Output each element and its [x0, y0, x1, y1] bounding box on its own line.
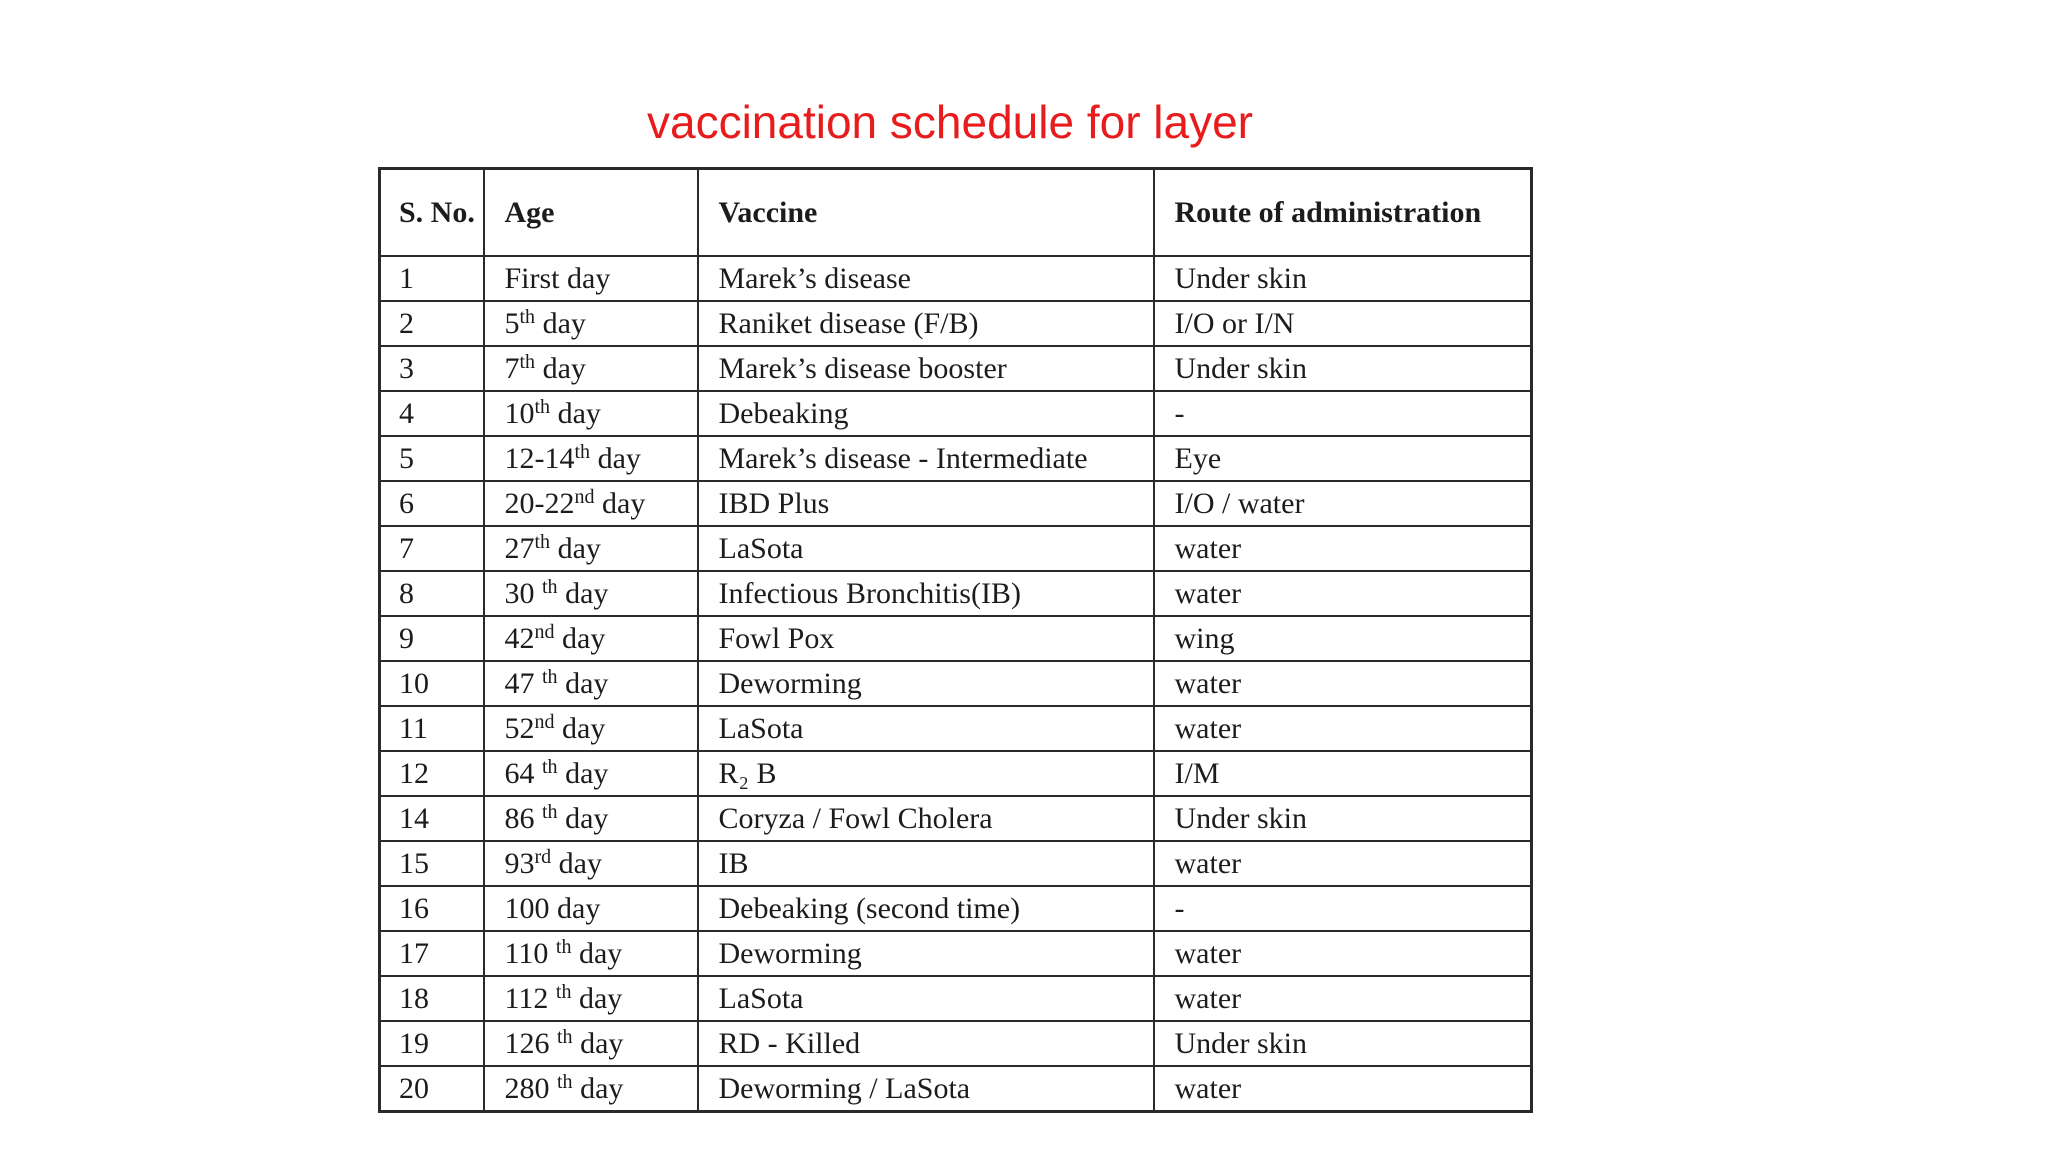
- page-title: vaccination schedule for layer: [647, 96, 1253, 148]
- cell-age: [484, 706, 698, 751]
- age-value: 7: [504, 351, 520, 385]
- cell-age: [484, 976, 698, 1021]
- cell-route: -: [1154, 391, 1532, 436]
- age-ordinal-suffix: nd: [534, 620, 555, 643]
- age-value: First day: [504, 261, 611, 295]
- table-row: [380, 751, 1532, 796]
- age-ordinal-suffix: th: [574, 440, 591, 463]
- cell-route: water: [1154, 841, 1532, 886]
- header-serial-number: S. No.: [380, 169, 484, 257]
- cell-age: [484, 436, 698, 481]
- cell-vaccine: R₂ B: [698, 751, 1154, 796]
- cell-age: [484, 526, 698, 571]
- table-row: [380, 616, 1532, 661]
- age-unit: day: [554, 621, 606, 655]
- cell-age: [484, 841, 698, 886]
- cell-vaccine: Fowl Pox: [698, 616, 1154, 661]
- age-ordinal-suffix: rd: [534, 845, 552, 868]
- age-ordinal-suffix: th: [557, 1025, 573, 1048]
- age-unit: day: [594, 486, 646, 520]
- age-unit: day: [572, 1071, 624, 1105]
- cell-serial-number: 3: [380, 346, 484, 391]
- cell-serial-number: 18: [380, 976, 484, 1021]
- table-row: [380, 1066, 1532, 1112]
- cell-vaccine: Marek’s disease: [698, 256, 1154, 301]
- cell-serial-number: 12: [380, 751, 484, 796]
- cell-route: wing: [1154, 616, 1532, 661]
- cell-route: Under skin: [1154, 796, 1532, 841]
- table-row: [380, 346, 1532, 391]
- cell-route: I/O or I/N: [1154, 301, 1532, 346]
- cell-age: [484, 931, 698, 976]
- age-value: 64: [504, 756, 542, 790]
- age-unit: day: [571, 981, 623, 1015]
- cell-age: [484, 616, 698, 661]
- cell-route: Under skin: [1154, 1021, 1532, 1066]
- cell-serial-number: 11: [380, 706, 484, 751]
- cell-route: water: [1154, 976, 1532, 1021]
- cell-age: [484, 301, 698, 346]
- cell-serial-number: 4: [380, 391, 484, 436]
- cell-serial-number: 8: [380, 571, 484, 616]
- age-value: 112: [504, 981, 556, 1015]
- cell-vaccine: LaSota: [698, 706, 1154, 751]
- age-ordinal-suffix: th: [542, 755, 558, 778]
- age-ordinal-suffix: th: [557, 1070, 573, 1093]
- cell-route: water: [1154, 1066, 1532, 1112]
- cell-age: [484, 346, 698, 391]
- table-row: [380, 391, 1532, 436]
- age-unit: day: [572, 1026, 624, 1060]
- cell-route: water: [1154, 526, 1532, 571]
- cell-vaccine: Deworming / LaSota: [698, 1066, 1154, 1112]
- cell-vaccine: Coryza / Fowl Cholera: [698, 796, 1154, 841]
- cell-vaccine: Deworming: [698, 931, 1154, 976]
- header-vaccine: Vaccine: [698, 169, 1154, 257]
- cell-serial-number: 6: [380, 481, 484, 526]
- header-route: Route of administration: [1154, 169, 1532, 257]
- age-value: 126: [504, 1026, 557, 1060]
- table-row: [380, 1021, 1532, 1066]
- table-body: [380, 256, 1532, 1112]
- age-value: 110: [504, 936, 556, 970]
- cell-vaccine: Raniket disease (F/B): [698, 301, 1154, 346]
- table-header-row: [380, 169, 1532, 257]
- age-value: 20-22: [504, 486, 575, 520]
- age-ordinal-suffix: th: [534, 395, 551, 418]
- age-unit: day: [557, 801, 609, 835]
- age-value: 5: [504, 306, 520, 340]
- cell-serial-number: 10: [380, 661, 484, 706]
- age-unit: day: [554, 711, 606, 745]
- cell-route: Eye: [1154, 436, 1532, 481]
- cell-serial-number: 20: [380, 1066, 484, 1112]
- cell-vaccine: Infectious Bronchitis(IB): [698, 571, 1154, 616]
- cell-serial-number: 15: [380, 841, 484, 886]
- table-row: [380, 796, 1532, 841]
- cell-serial-number: 1: [380, 256, 484, 301]
- cell-vaccine: IBD Plus: [698, 481, 1154, 526]
- cell-serial-number: 5: [380, 436, 484, 481]
- age-value: 52: [504, 711, 535, 745]
- cell-vaccine: Debeaking: [698, 391, 1154, 436]
- cell-route: Under skin: [1154, 346, 1532, 391]
- age-unit: day: [557, 576, 609, 610]
- age-ordinal-suffix: th: [555, 935, 572, 958]
- age-value: 100 day: [504, 891, 601, 925]
- cell-vaccine: LaSota: [698, 976, 1154, 1021]
- table-row: [380, 256, 1532, 301]
- age-ordinal-suffix: th: [519, 350, 536, 373]
- cell-vaccine: LaSota: [698, 526, 1154, 571]
- age-value: 30: [504, 576, 542, 610]
- table-row: [380, 301, 1532, 346]
- table-row: [380, 661, 1532, 706]
- table-row: [380, 931, 1532, 976]
- age-unit: day: [550, 396, 601, 430]
- cell-age: [484, 751, 698, 796]
- age-value: 93: [504, 846, 535, 880]
- cell-age: [484, 481, 698, 526]
- vaccination-schedule-table: [378, 167, 1533, 1113]
- cell-vaccine: Debeaking (second time): [698, 886, 1154, 931]
- cell-serial-number: 2: [380, 301, 484, 346]
- cell-serial-number: 17: [380, 931, 484, 976]
- cell-age: [484, 391, 698, 436]
- age-unit: day: [535, 351, 586, 385]
- table-row: [380, 976, 1532, 1021]
- age-value: 12-14: [504, 441, 575, 475]
- age-value: 42: [504, 621, 535, 655]
- cell-vaccine: IB: [698, 841, 1154, 886]
- age-value: 86: [504, 801, 542, 835]
- cell-serial-number: 7: [380, 526, 484, 571]
- cell-route: I/M: [1154, 751, 1532, 796]
- cell-route: I/O / water: [1154, 481, 1532, 526]
- cell-age: [484, 1066, 698, 1112]
- cell-route: water: [1154, 661, 1532, 706]
- age-ordinal-suffix: th: [542, 665, 558, 688]
- age-ordinal-suffix: nd: [534, 710, 555, 733]
- table-row: [380, 526, 1532, 571]
- age-value: 10: [504, 396, 535, 430]
- cell-vaccine: Marek’s disease - Intermediate: [698, 436, 1154, 481]
- age-ordinal-suffix: th: [555, 980, 572, 1003]
- header-age: Age: [484, 169, 698, 257]
- table-row: [380, 841, 1532, 886]
- cell-route: water: [1154, 706, 1532, 751]
- age-unit: day: [557, 666, 609, 700]
- age-ordinal-suffix: th: [519, 305, 536, 328]
- table-row: [380, 886, 1532, 931]
- age-ordinal-suffix: th: [542, 800, 558, 823]
- cell-route: water: [1154, 571, 1532, 616]
- table-row: [380, 481, 1532, 526]
- cell-vaccine: RD - Killed: [698, 1021, 1154, 1066]
- cell-vaccine: Deworming: [698, 661, 1154, 706]
- cell-serial-number: 14: [380, 796, 484, 841]
- age-unit: day: [571, 936, 623, 970]
- age-unit: day: [550, 531, 601, 565]
- cell-route: water: [1154, 931, 1532, 976]
- cell-age: [484, 886, 698, 931]
- age-value: 280: [504, 1071, 557, 1105]
- age-unit: day: [551, 846, 602, 880]
- age-unit: day: [557, 756, 609, 790]
- cell-vaccine: Marek’s disease booster: [698, 346, 1154, 391]
- age-ordinal-suffix: th: [542, 575, 558, 598]
- cell-age: [484, 1021, 698, 1066]
- cell-serial-number: 16: [380, 886, 484, 931]
- age-ordinal-suffix: nd: [574, 485, 595, 508]
- cell-serial-number: 19: [380, 1021, 484, 1066]
- age-unit: day: [535, 306, 586, 340]
- table-row: [380, 571, 1532, 616]
- age-ordinal-suffix: th: [534, 530, 551, 553]
- age-value: 47: [504, 666, 542, 700]
- cell-route: Under skin: [1154, 256, 1532, 301]
- cell-serial-number: 9: [380, 616, 484, 661]
- table-row: [380, 436, 1532, 481]
- age-value: 27: [504, 531, 535, 565]
- cell-route: -: [1154, 886, 1532, 931]
- cell-age: [484, 796, 698, 841]
- age-unit: day: [590, 441, 641, 475]
- cell-age: [484, 256, 698, 301]
- table-row: [380, 706, 1532, 751]
- cell-age: [484, 571, 698, 616]
- cell-age: [484, 661, 698, 706]
